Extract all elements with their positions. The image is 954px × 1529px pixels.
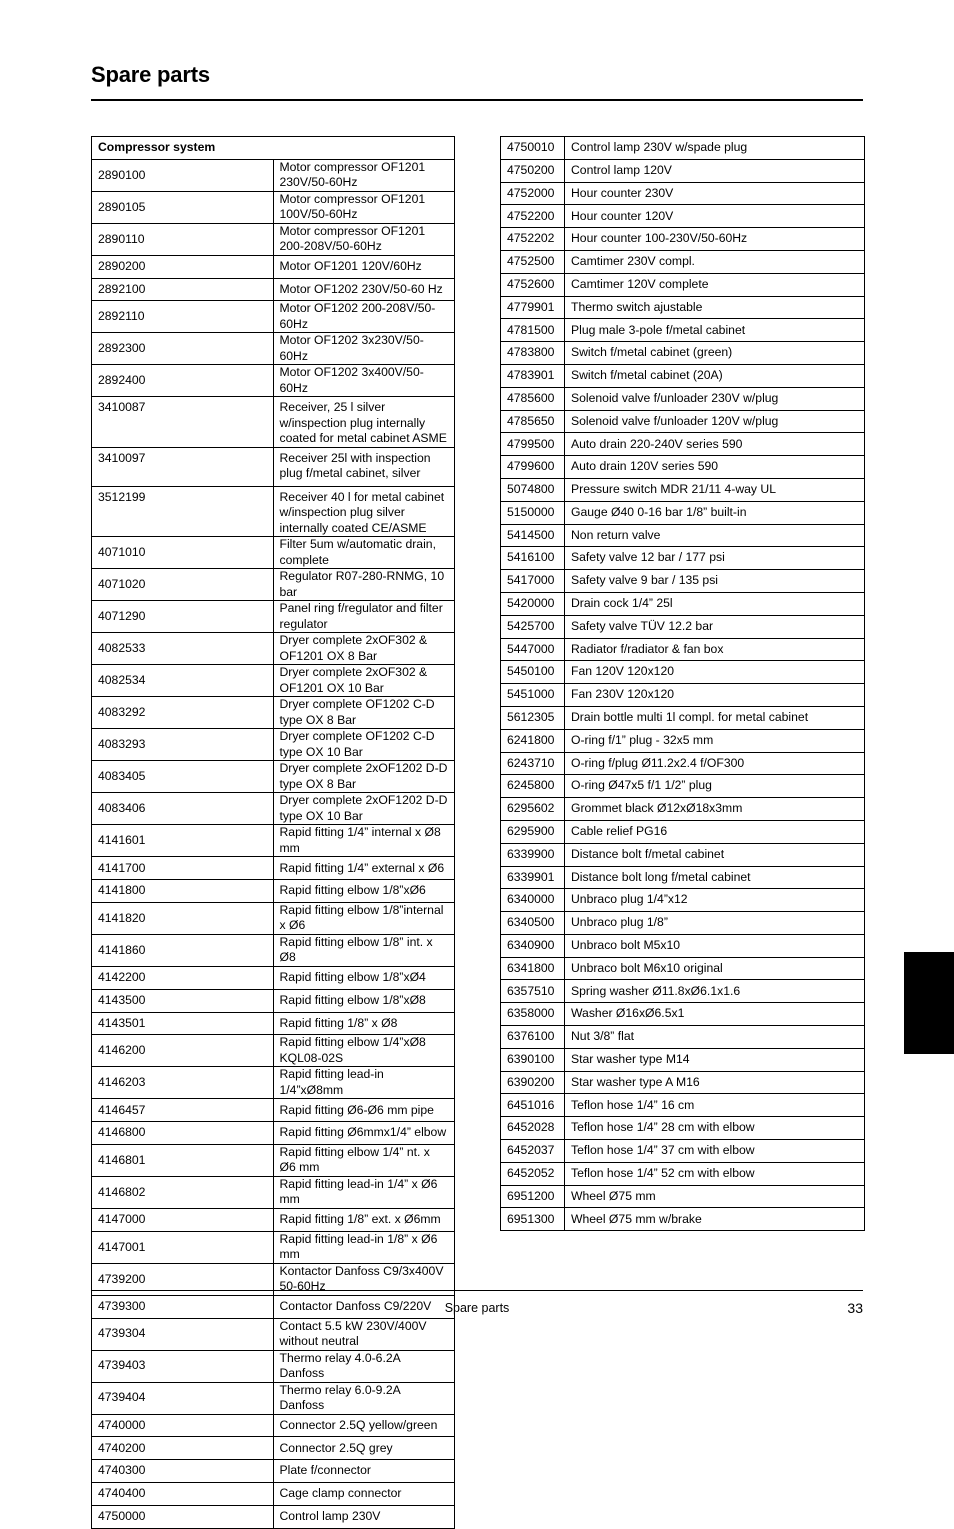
part-number: 5417000: [501, 570, 565, 593]
table-row: [92, 1012, 455, 1035]
table-row: [92, 825, 455, 857]
table-row: [501, 228, 865, 251]
table-row: [92, 223, 455, 255]
part-description: Kontactor Danfoss C9/3x400V 50-60Hz: [273, 1263, 455, 1295]
chapter-thumb-tab: [904, 952, 954, 1054]
part-number: 4146203: [92, 1067, 274, 1099]
part-description: Contactor Danfoss C9/220V: [273, 1295, 455, 1318]
part-number: 4071290: [92, 601, 274, 633]
part-number: 3512199: [92, 486, 274, 537]
part-number: 6295900: [501, 820, 565, 843]
parts-table-left: [91, 136, 455, 1529]
table-row: [501, 592, 865, 615]
part-description: Connector 2.5Q grey: [273, 1437, 455, 1460]
part-number: 4146801: [92, 1144, 274, 1176]
table-row: [501, 182, 865, 205]
table-row: [92, 333, 455, 365]
part-description: Motor OF1202 200-208V/50-60Hz: [273, 301, 455, 333]
part-description: Distance bolt f/metal cabinet: [565, 843, 865, 866]
part-number: 4082534: [92, 665, 274, 697]
part-description: Rapid fitting elbow 1/8”internal x Ø6: [273, 902, 455, 934]
part-description: Receiver, 25 l silver w/inspection plug internally coated for metal cabinet ASME: [273, 397, 455, 448]
part-number: 2890105: [92, 191, 274, 223]
part-number: 6451016: [501, 1094, 565, 1117]
part-number: 4740400: [92, 1482, 274, 1505]
part-description: Teflon hose 1/4” 16 cm: [565, 1094, 865, 1117]
part-number: 6452052: [501, 1162, 565, 1185]
part-number: 4147001: [92, 1231, 274, 1263]
part-number: 4071010: [92, 537, 274, 569]
table-row: [501, 1140, 865, 1163]
part-number: 2892110: [92, 301, 274, 333]
part-description: Rapid fitting 1/4” external x Ø6: [273, 857, 455, 880]
table-row: [92, 697, 455, 729]
table-row: [92, 1176, 455, 1208]
table-row: [92, 729, 455, 761]
part-number: 4799500: [501, 433, 565, 456]
part-description: Dryer complete 2xOF1202 D-D type OX 10 Bar: [273, 793, 455, 825]
table-row: [501, 205, 865, 228]
part-description: Washer Ø16xØ6.5x1: [565, 1003, 865, 1026]
part-description: Receiver 40 l for metal cabinet w/inspection plug silver internally coated CE/ASME: [273, 486, 455, 537]
part-description: O-ring f/plug Ø11.2x2.4 f/OF300: [565, 752, 865, 775]
part-description: Rapid fitting elbow 1/4” nt. x Ø6 mm: [273, 1144, 455, 1176]
part-description: Motor OF1202 3x400V/50-60Hz: [273, 365, 455, 397]
table-row: [92, 1318, 455, 1350]
part-number: 5612305: [501, 706, 565, 729]
part-number: 4142200: [92, 966, 274, 989]
part-description: Solenoid valve f/unloader 120V w/plug: [565, 410, 865, 433]
table-row: [92, 665, 455, 697]
table-row: [92, 966, 455, 989]
table-row: [501, 661, 865, 684]
part-description: Motor OF1202 3x230V/50-60Hz: [273, 333, 455, 365]
table-row: [92, 569, 455, 601]
part-number: 4750000: [92, 1505, 274, 1528]
part-description: Nut 3/8” flat: [565, 1026, 865, 1049]
part-description: Distance bolt long f/metal cabinet: [565, 866, 865, 889]
part-number: 5425700: [501, 615, 565, 638]
part-description: Rapid fitting elbow 1/8”xØ4: [273, 966, 455, 989]
table-row: [501, 342, 865, 365]
part-description: Cable relief PG16: [565, 820, 865, 843]
part-description: Thermo relay 6.0-9.2A Danfoss: [273, 1382, 455, 1414]
table-row: [501, 1026, 865, 1049]
footer-label: Spare parts: [444, 1301, 510, 1315]
table-row: [501, 410, 865, 433]
table-row: [501, 273, 865, 296]
part-number: 4785650: [501, 410, 565, 433]
table-row: [92, 880, 455, 903]
part-description: Rapid fitting elbow 1/8”xØ6: [273, 880, 455, 903]
part-description: Spring washer Ø11.8xØ6.1x1.6: [565, 980, 865, 1003]
part-number: 2890200: [92, 255, 274, 278]
part-description: Safety valve 12 bar / 177 psi: [565, 547, 865, 570]
part-number: 6340500: [501, 912, 565, 935]
part-number: 2890110: [92, 223, 274, 255]
part-number: 5451000: [501, 684, 565, 707]
part-number: 6341800: [501, 957, 565, 980]
part-number: 4752600: [501, 273, 565, 296]
table-row: [501, 1208, 865, 1231]
table-row: [501, 296, 865, 319]
table-row: [501, 934, 865, 957]
table-row: [501, 638, 865, 661]
part-description: Thermo switch ajustable: [565, 296, 865, 319]
part-description: Dryer complete 2xOF302 & OF1201 OX 10 Bar: [273, 665, 455, 697]
table-row: [92, 761, 455, 793]
part-number: 4147000: [92, 1208, 274, 1231]
table-row: [92, 191, 455, 223]
part-description: Hour counter 230V: [565, 182, 865, 205]
part-number: 4083405: [92, 761, 274, 793]
part-description: Dryer complete 2xOF302 & OF1201 OX 8 Bar: [273, 633, 455, 665]
part-number: 4752200: [501, 205, 565, 228]
table-row: [92, 301, 455, 333]
part-description: Motor OF1202 230V/50-60 Hz: [273, 278, 455, 301]
table-row: [501, 387, 865, 410]
table-row: [501, 729, 865, 752]
part-number: 4750010: [501, 137, 565, 160]
part-number: 4141800: [92, 880, 274, 903]
part-description: Fan 120V 120x120: [565, 661, 865, 684]
part-number: 5450100: [501, 661, 565, 684]
part-description: Cage clamp connector: [273, 1482, 455, 1505]
part-number: 2892400: [92, 365, 274, 397]
table-row: [501, 524, 865, 547]
part-description: Receiver 25l with inspection plug f/metal cabinet, silver: [273, 447, 455, 486]
part-number: 2892300: [92, 333, 274, 365]
part-description: Rapid fitting Ø6mmx1/4” elbow: [273, 1122, 455, 1145]
part-description: Rapid fitting lead-in 1/4” x Ø6 mm: [273, 1176, 455, 1208]
part-description: Plug male 3-pole f/metal cabinet: [565, 319, 865, 342]
parts-table-right: [500, 136, 865, 1231]
part-number: 6951300: [501, 1208, 565, 1231]
part-description: Motor compressor OF1201 200-208V/50-60Hz: [273, 223, 455, 255]
section-header-row: [92, 137, 455, 160]
part-number: 4083406: [92, 793, 274, 825]
part-description: Unbraco plug 1/4”x12: [565, 889, 865, 912]
table-row: [501, 137, 865, 160]
part-description: Motor OF1201 120V/60Hz: [273, 255, 455, 278]
part-number: 5414500: [501, 524, 565, 547]
part-description: Non return valve: [565, 524, 865, 547]
part-number: 4739304: [92, 1318, 274, 1350]
part-description: Dryer complete 2xOF1202 D-D type OX 8 Bar: [273, 761, 455, 793]
part-description: Rapid fitting lead-in 1/8” x Ø6 mm: [273, 1231, 455, 1263]
part-number: 4799600: [501, 456, 565, 479]
part-description: Plate f/connector: [273, 1460, 455, 1483]
table-row: [92, 1350, 455, 1382]
part-description: Hour counter 120V: [565, 205, 865, 228]
part-description: Pressure switch MDR 21/11 4-way UL: [565, 478, 865, 501]
page-number: 33: [847, 1300, 863, 1316]
part-number: 5447000: [501, 638, 565, 661]
table-row: [501, 1003, 865, 1026]
table-row: [501, 456, 865, 479]
part-number: 6358000: [501, 1003, 565, 1026]
table-row: [501, 159, 865, 182]
title-divider: [91, 99, 863, 101]
footer-divider: [91, 1290, 863, 1291]
part-number: 4752202: [501, 228, 565, 251]
table-row: [501, 364, 865, 387]
part-number: 6243710: [501, 752, 565, 775]
part-number: 4739200: [92, 1263, 274, 1295]
table-row: [92, 1144, 455, 1176]
table-row: [501, 798, 865, 821]
part-number: 4752000: [501, 182, 565, 205]
table-row: [92, 537, 455, 569]
part-description: Safety valve 9 bar / 135 psi: [565, 570, 865, 593]
part-description: Rapid fitting 1/8” x Ø8: [273, 1012, 455, 1035]
part-description: Control lamp 230V w/spade plug: [565, 137, 865, 160]
table-row: [92, 902, 455, 934]
table-row: [92, 633, 455, 665]
part-description: Panel ring f/regulator and filter regulator: [273, 601, 455, 633]
part-number: 4740200: [92, 1437, 274, 1460]
part-description: Solenoid valve f/unloader 230V w/plug: [565, 387, 865, 410]
part-number: 4141601: [92, 825, 274, 857]
part-number: 4071020: [92, 569, 274, 601]
part-number: 4750200: [501, 159, 565, 182]
table-row: [92, 1460, 455, 1483]
part-number: 4785600: [501, 387, 565, 410]
part-description: Radiator f/radiator & fan box: [565, 638, 865, 661]
part-description: Unbraco bolt M6x10 original: [565, 957, 865, 980]
section-title: Compressor system: [92, 137, 455, 160]
table-row: [501, 1162, 865, 1185]
part-description: Motor compressor OF1201 100V/50-60Hz: [273, 191, 455, 223]
part-description: Control lamp 230V: [273, 1505, 455, 1528]
table-row: [501, 775, 865, 798]
table-row: [92, 255, 455, 278]
part-description: Rapid fitting 1/4” internal x Ø8 mm: [273, 825, 455, 857]
table-row: [92, 1482, 455, 1505]
part-number: 4083293: [92, 729, 274, 761]
part-number: 6340000: [501, 889, 565, 912]
part-description: Fan 230V 120x120: [565, 684, 865, 707]
part-description: Rapid fitting elbow 1/4”xØ8 KQL08-02S: [273, 1035, 455, 1067]
part-number: 6357510: [501, 980, 565, 1003]
part-number: 2892100: [92, 278, 274, 301]
table-row: [92, 857, 455, 880]
part-description: Rapid fitting 1/8” ext. x Ø6mm: [273, 1208, 455, 1231]
part-number: 6390200: [501, 1071, 565, 1094]
part-description: Star washer type A M16: [565, 1071, 865, 1094]
part-number: 6390100: [501, 1048, 565, 1071]
table-row: [501, 1094, 865, 1117]
part-number: 4141700: [92, 857, 274, 880]
part-number: 4146457: [92, 1099, 274, 1122]
part-description: Wheel Ø75 mm: [565, 1185, 865, 1208]
table-row: [92, 1067, 455, 1099]
table-row: [92, 1035, 455, 1067]
table-row: [501, 1117, 865, 1140]
part-description: Drain bottle multi 1l compl. for metal cabinet: [565, 706, 865, 729]
table-row: [501, 843, 865, 866]
part-number: 6452028: [501, 1117, 565, 1140]
table-row: [92, 1382, 455, 1414]
table-row: [501, 547, 865, 570]
part-description: Switch f/metal cabinet (green): [565, 342, 865, 365]
part-description: Auto drain 120V series 590: [565, 456, 865, 479]
part-description: Hour counter 100-230V/50-60Hz: [565, 228, 865, 251]
part-description: Wheel Ø75 mm w/brake: [565, 1208, 865, 1231]
part-number: 6339901: [501, 866, 565, 889]
part-number: 6951200: [501, 1185, 565, 1208]
table-row: [501, 752, 865, 775]
table-row: [92, 1437, 455, 1460]
table-row: [92, 1505, 455, 1528]
part-number: 4781500: [501, 319, 565, 342]
table-row: [501, 980, 865, 1003]
table-row: [92, 365, 455, 397]
part-number: 6339900: [501, 843, 565, 866]
part-description: Dryer complete OF1202 C-D type OX 8 Bar: [273, 697, 455, 729]
part-number: 6241800: [501, 729, 565, 752]
part-description: O-ring Ø47x5 f/1 1/2” plug: [565, 775, 865, 798]
table-row: [92, 1414, 455, 1437]
table-row: [92, 447, 455, 486]
part-description: Camtimer 230V compl.: [565, 250, 865, 273]
table-row: [501, 1048, 865, 1071]
part-description: Dryer complete OF1202 C-D type OX 10 Bar: [273, 729, 455, 761]
part-number: 5074800: [501, 478, 565, 501]
part-description: Contact 5.5 kW 230V/400V without neutral: [273, 1318, 455, 1350]
part-description: Star washer type M14: [565, 1048, 865, 1071]
table-row: [501, 889, 865, 912]
part-description: Teflon hose 1/4” 52 cm with elbow: [565, 1162, 865, 1185]
part-number: 4141820: [92, 902, 274, 934]
part-description: O-ring f/1” plug - 32x5 mm: [565, 729, 865, 752]
table-row: [501, 570, 865, 593]
part-description: Camtimer 120V complete: [565, 273, 865, 296]
part-number: 4141860: [92, 934, 274, 966]
table-row: [92, 1122, 455, 1145]
part-number: 4146200: [92, 1035, 274, 1067]
part-number: 4740000: [92, 1414, 274, 1437]
part-description: Teflon hose 1/4” 37 cm with elbow: [565, 1140, 865, 1163]
table-row: [501, 478, 865, 501]
part-number: 6245800: [501, 775, 565, 798]
part-number: 4740300: [92, 1460, 274, 1483]
table-row: [501, 615, 865, 638]
table-row: [501, 684, 865, 707]
table-row: [92, 486, 455, 537]
part-description: Safety valve TÜV 12.2 bar: [565, 615, 865, 638]
table-row: [92, 1208, 455, 1231]
table-row: [501, 250, 865, 273]
part-number: 6295602: [501, 798, 565, 821]
part-description: Motor compressor OF1201 230V/50-60Hz: [273, 159, 455, 191]
table-row: [501, 319, 865, 342]
part-description: Regulator R07-280-RNMG, 10 bar: [273, 569, 455, 601]
part-description: Teflon hose 1/4” 28 cm with elbow: [565, 1117, 865, 1140]
table-row: [501, 433, 865, 456]
table-row: [501, 501, 865, 524]
table-row: [501, 912, 865, 935]
part-number: 4083292: [92, 697, 274, 729]
table-row: [92, 1231, 455, 1263]
part-description: Rapid fitting elbow 1/8” int. x Ø8: [273, 934, 455, 966]
part-number: 4143501: [92, 1012, 274, 1035]
part-description: Rapid fitting Ø6-Ø6 mm pipe: [273, 1099, 455, 1122]
table-row: [92, 397, 455, 448]
part-description: Connector 2.5Q yellow/green: [273, 1414, 455, 1437]
part-description: Gauge Ø40 0-16 bar 1/8” built-in: [565, 501, 865, 524]
table-row: [501, 1071, 865, 1094]
part-number: 5150000: [501, 501, 565, 524]
table-row: [92, 1099, 455, 1122]
part-number: 6452037: [501, 1140, 565, 1163]
part-number: 4739404: [92, 1382, 274, 1414]
table-row: [501, 706, 865, 729]
part-number: 6376100: [501, 1026, 565, 1049]
part-number: 5416100: [501, 547, 565, 570]
table-row: [92, 793, 455, 825]
part-number: 4143500: [92, 989, 274, 1012]
part-description: Auto drain 220-240V series 590: [565, 433, 865, 456]
part-description: Unbraco bolt M5x10: [565, 934, 865, 957]
part-number: 4739403: [92, 1350, 274, 1382]
part-description: Switch f/metal cabinet (20A): [565, 364, 865, 387]
part-number: 4783901: [501, 364, 565, 387]
table-row: [501, 820, 865, 843]
part-number: 4082533: [92, 633, 274, 665]
part-number: 4752500: [501, 250, 565, 273]
part-number: 3410087: [92, 397, 274, 448]
part-number: 2890100: [92, 159, 274, 191]
part-description: Rapid fitting elbow 1/8”xØ8: [273, 989, 455, 1012]
table-row: [92, 934, 455, 966]
part-description: Rapid fitting lead-in 1/4”xØ8mm: [273, 1067, 455, 1099]
page-title: Spare parts: [91, 62, 210, 87]
part-number: 5420000: [501, 592, 565, 615]
part-description: Filter 5um w/automatic drain, complete: [273, 537, 455, 569]
part-description: Control lamp 120V: [565, 159, 865, 182]
table-row: [92, 278, 455, 301]
part-number: 3410097: [92, 447, 274, 486]
part-number: 4146802: [92, 1176, 274, 1208]
part-number: 4146800: [92, 1122, 274, 1145]
part-number: 4779901: [501, 296, 565, 319]
table-row: [501, 866, 865, 889]
part-description: Drain cock 1/4” 25l: [565, 592, 865, 615]
part-number: 4739300: [92, 1295, 274, 1318]
part-description: Unbraco plug 1/8”: [565, 912, 865, 935]
table-row: [501, 1185, 865, 1208]
table-row: [92, 159, 455, 191]
table-row: [92, 601, 455, 633]
table-row: [92, 989, 455, 1012]
part-number: 6340900: [501, 934, 565, 957]
table-row: [501, 957, 865, 980]
part-number: 4783800: [501, 342, 565, 365]
part-description: Grommet black Ø12xØ18x3mm: [565, 798, 865, 821]
part-description: Thermo relay 4.0-6.2A Danfoss: [273, 1350, 455, 1382]
